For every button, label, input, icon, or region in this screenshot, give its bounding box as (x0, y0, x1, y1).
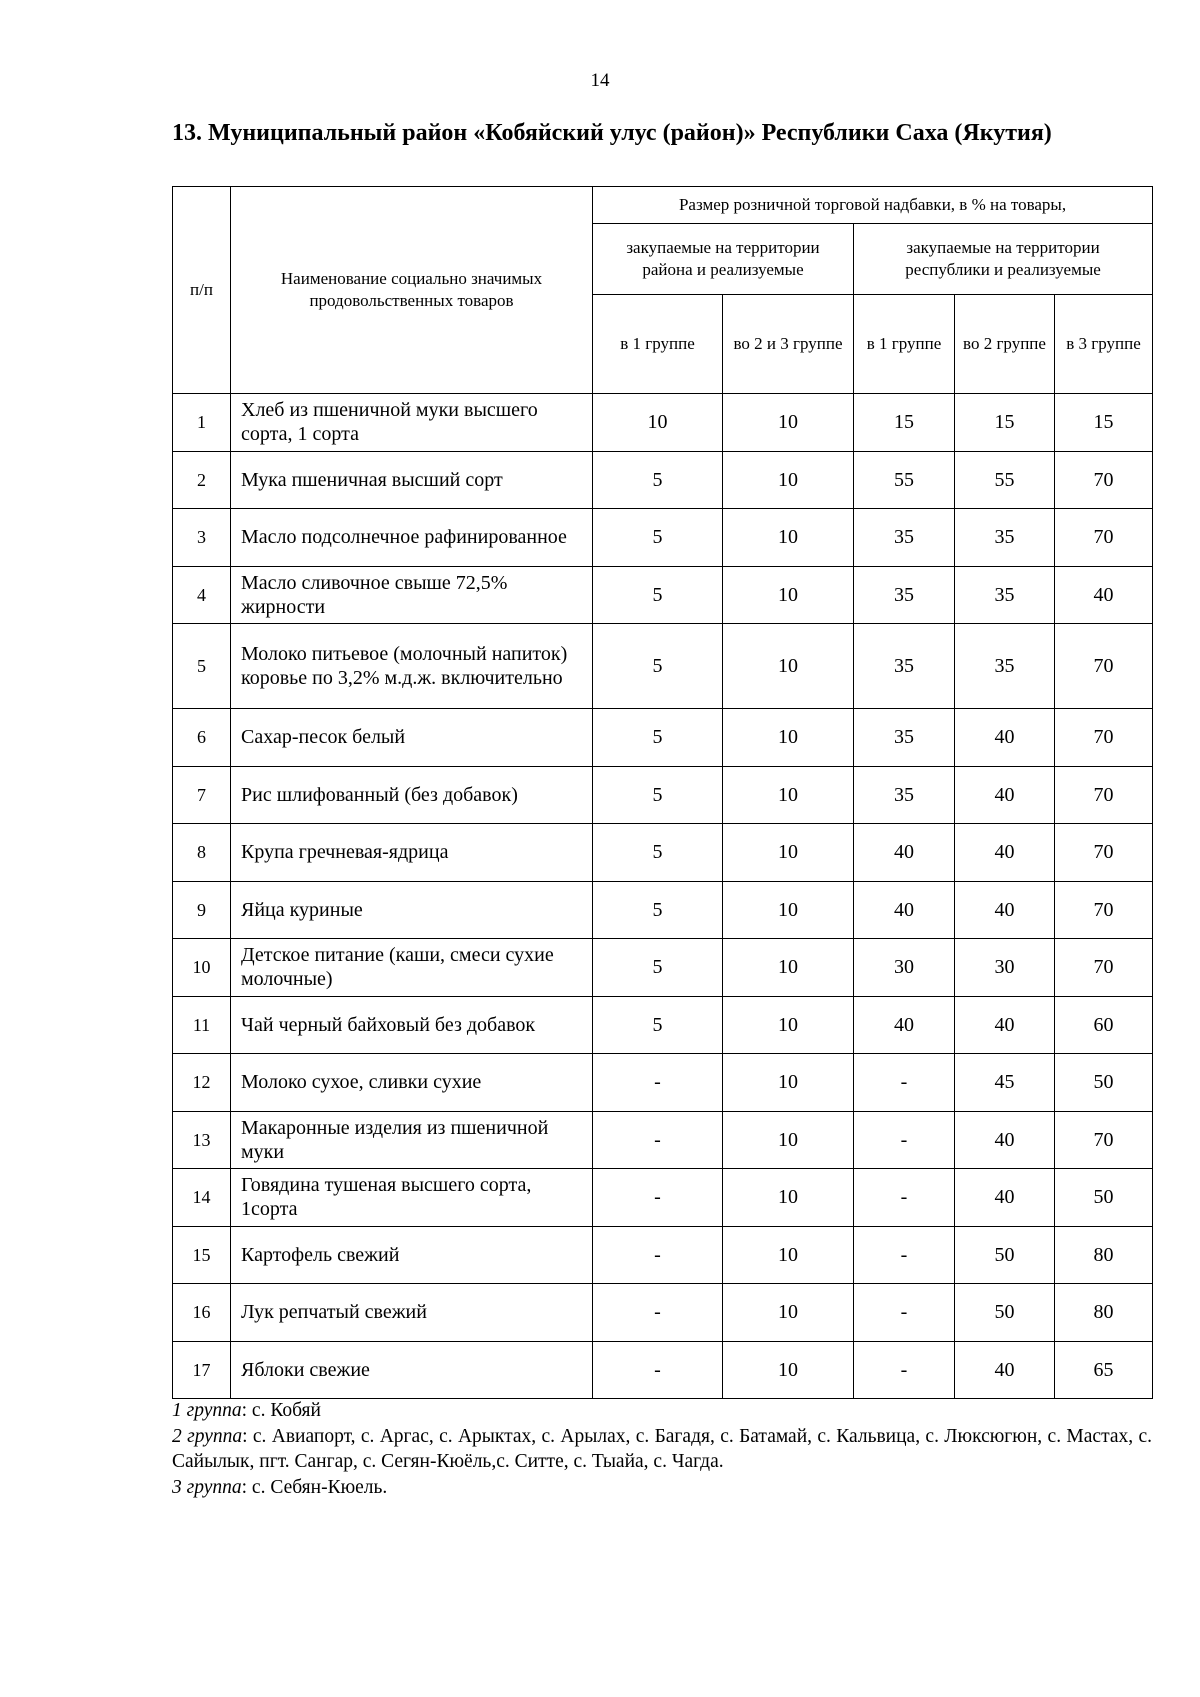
row-number-cell: 2 (173, 451, 231, 509)
header-republic-group-3: в 3 группе (1055, 295, 1153, 394)
republic-group-1-cell: - (854, 1226, 955, 1284)
row-number-cell: 14 (173, 1169, 231, 1227)
republic-group-2-cell: 35 (955, 509, 1055, 567)
row-number-cell: 6 (173, 709, 231, 767)
table-row (173, 996, 1153, 1054)
table-row (173, 766, 1153, 824)
republic-group-2-cell: 40 (955, 766, 1055, 824)
republic-group-1-cell: 35 (854, 624, 955, 709)
district-group-1-cell: - (593, 1054, 723, 1112)
district-group-1-cell: - (593, 1111, 723, 1169)
republic-group-2-cell: 50 (955, 1226, 1055, 1284)
product-name-cell: Говядина тушеная высшего сорта, 1сорта (231, 1169, 593, 1227)
district-group-2-3-cell: 10 (723, 394, 854, 452)
district-group-2-3-cell: 10 (723, 824, 854, 882)
district-group-2-3-cell: 10 (723, 566, 854, 624)
district-group-2-3-cell: 10 (723, 624, 854, 709)
republic-group-1-cell: 15 (854, 394, 955, 452)
table-row (173, 1111, 1153, 1169)
header-district-group-1: в 1 группе (593, 295, 723, 394)
republic-group-1-cell: 40 (854, 996, 955, 1054)
row-number-cell: 5 (173, 624, 231, 709)
district-group-1-cell: - (593, 1226, 723, 1284)
markup-table (172, 186, 1153, 1399)
republic-group-3-cell: 70 (1055, 766, 1153, 824)
republic-group-2-cell: 35 (955, 566, 1055, 624)
republic-group-2-cell: 35 (955, 624, 1055, 709)
republic-group-3-cell: 50 (1055, 1169, 1153, 1227)
group-note-label: 2 группа (172, 1425, 243, 1447)
district-group-1-cell: 5 (593, 509, 723, 567)
district-group-1-cell: 10 (593, 394, 723, 452)
header-district-purchase: закупаемые на территории района и реализуемые (593, 224, 854, 295)
republic-group-2-cell: 40 (955, 1169, 1055, 1227)
republic-group-2-cell: 50 (955, 1284, 1055, 1342)
group-note-text: : с. Авиапорт, с. Аргас, с. Арыктах, с. Арылах, с. Багадя, с. Батамай, с. Кальвица, с. Люксюгюн, с. Мастах, с. Сайылык, пгт. Сангар, с. Сегян-Кюёль,с. Ситте, с. Тыайа, с. Чагда. (172, 1425, 1152, 1472)
row-number-cell: 16 (173, 1284, 231, 1342)
republic-group-1-cell: 40 (854, 824, 955, 882)
republic-group-2-cell: 45 (955, 1054, 1055, 1112)
product-name-cell: Лук репчатый свежий (231, 1284, 593, 1342)
district-group-1-cell: 5 (593, 709, 723, 767)
table-row (173, 451, 1153, 509)
table-row (173, 881, 1153, 939)
district-group-2-3-cell: 10 (723, 766, 854, 824)
district-group-1-cell: 5 (593, 881, 723, 939)
republic-group-1-cell: 55 (854, 451, 955, 509)
republic-group-1-cell: 35 (854, 766, 955, 824)
product-name-cell: Сахар-песок белый (231, 709, 593, 767)
group-note (172, 1475, 1152, 1501)
document-title: 13. Муниципальный район «Кобяйский улус (район)» Республики Саха (Якутия) (172, 120, 1052, 146)
table-row (173, 1169, 1153, 1227)
republic-group-1-cell: - (854, 1169, 955, 1227)
group-note-text: : с. Себян-Кюель. (241, 1476, 388, 1498)
republic-group-1-cell: 30 (854, 939, 955, 997)
district-group-2-3-cell: 10 (723, 1226, 854, 1284)
table-row (173, 939, 1153, 997)
table-row (173, 394, 1153, 452)
table-row (173, 824, 1153, 882)
district-group-2-3-cell: 10 (723, 1284, 854, 1342)
republic-group-3-cell: 80 (1055, 1226, 1153, 1284)
row-number-cell: 8 (173, 824, 231, 882)
republic-group-1-cell: - (854, 1054, 955, 1112)
republic-group-2-cell: 40 (955, 709, 1055, 767)
republic-group-3-cell: 70 (1055, 624, 1153, 709)
republic-group-1-cell: - (854, 1341, 955, 1399)
republic-group-2-cell: 40 (955, 1341, 1055, 1399)
page-number: 14 (590, 70, 610, 91)
product-name-cell: Макаронные изделия из пшеничной муки (231, 1111, 593, 1169)
product-name-cell: Масло подсолнечное рафинированное (231, 509, 593, 567)
republic-group-3-cell: 70 (1055, 1111, 1153, 1169)
republic-group-3-cell: 70 (1055, 824, 1153, 882)
republic-group-3-cell: 50 (1055, 1054, 1153, 1112)
republic-group-3-cell: 70 (1055, 939, 1153, 997)
row-number-cell: 15 (173, 1226, 231, 1284)
district-group-2-3-cell: 10 (723, 451, 854, 509)
district-group-2-3-cell: 10 (723, 1054, 854, 1112)
republic-group-3-cell: 80 (1055, 1284, 1153, 1342)
district-group-1-cell: 5 (593, 566, 723, 624)
republic-group-3-cell: 15 (1055, 394, 1153, 452)
table-body (173, 394, 1153, 1399)
header-republic-group-1: в 1 группе (854, 295, 955, 394)
republic-group-2-cell: 40 (955, 881, 1055, 939)
header-district-group-2-3: во 2 и 3 группе (723, 295, 854, 394)
group-note (172, 1398, 1152, 1424)
header-republic-group-2: во 2 группе (955, 295, 1055, 394)
row-number-cell: 12 (173, 1054, 231, 1112)
republic-group-2-cell: 30 (955, 939, 1055, 997)
district-group-1-cell: 5 (593, 766, 723, 824)
row-number-cell: 4 (173, 566, 231, 624)
republic-group-3-cell: 40 (1055, 566, 1153, 624)
republic-group-2-cell: 40 (955, 996, 1055, 1054)
republic-group-3-cell: 70 (1055, 709, 1153, 767)
republic-group-3-cell: 70 (1055, 509, 1153, 567)
group-note-text: : с. Кобяй (241, 1400, 321, 1421)
district-group-1-cell: 5 (593, 451, 723, 509)
row-number-cell: 7 (173, 766, 231, 824)
republic-group-3-cell: 70 (1055, 881, 1153, 939)
republic-group-3-cell: 60 (1055, 996, 1153, 1054)
district-group-2-3-cell: 10 (723, 881, 854, 939)
republic-group-2-cell: 55 (955, 451, 1055, 509)
republic-group-1-cell: 35 (854, 709, 955, 767)
table-row (173, 509, 1153, 567)
district-group-1-cell: - (593, 1284, 723, 1342)
header-product-name: Наименование социально значимых продовольственных товаров (231, 187, 593, 394)
product-name-cell: Рис шлифованный (без добавок) (231, 766, 593, 824)
table-row (173, 1226, 1153, 1284)
product-name-cell: Мука пшеничная высший сорт (231, 451, 593, 509)
product-name-cell: Молоко питьевое (молочный напиток) коровье по 3,2% м.д.ж. включительно (231, 624, 593, 709)
republic-group-2-cell: 40 (955, 1111, 1055, 1169)
district-group-2-3-cell: 10 (723, 1341, 854, 1399)
row-number-cell: 9 (173, 881, 231, 939)
group-notes (172, 1398, 1152, 1500)
product-name-cell: Картофель свежий (231, 1226, 593, 1284)
table-row (173, 624, 1153, 709)
republic-group-3-cell: 70 (1055, 451, 1153, 509)
district-group-2-3-cell: 10 (723, 709, 854, 767)
product-name-cell: Хлеб из пшеничной муки высшего сорта, 1 сорта (231, 394, 593, 452)
product-name-cell: Молоко сухое, сливки сухие (231, 1054, 593, 1112)
header-republic-purchase: закупаемые на территории республики и реализуемые (854, 224, 1153, 295)
table-row (173, 1284, 1153, 1342)
republic-group-2-cell: 15 (955, 394, 1055, 452)
republic-group-2-cell: 40 (955, 824, 1055, 882)
row-number-cell: 11 (173, 996, 231, 1054)
product-name-cell: Крупа гречневая-ядрица (231, 824, 593, 882)
district-group-1-cell: - (593, 1341, 723, 1399)
header-row-number: п/п (173, 187, 231, 394)
district-group-1-cell: 5 (593, 996, 723, 1054)
table-header (173, 187, 1153, 394)
row-number-cell: 10 (173, 939, 231, 997)
republic-group-1-cell: 35 (854, 509, 955, 567)
row-number-cell: 13 (173, 1111, 231, 1169)
product-name-cell: Детское питание (каши, смеси сухие молочные) (231, 939, 593, 997)
group-note (172, 1424, 1152, 1475)
product-name-cell: Яблоки свежие (231, 1341, 593, 1399)
table-row (173, 1341, 1153, 1399)
product-name-cell: Масло сливочное свыше 72,5% жирности (231, 566, 593, 624)
district-group-1-cell: 5 (593, 824, 723, 882)
district-group-1-cell: 5 (593, 624, 723, 709)
republic-group-1-cell: - (854, 1284, 955, 1342)
district-group-1-cell: 5 (593, 939, 723, 997)
table-row (173, 709, 1153, 767)
district-group-2-3-cell: 10 (723, 939, 854, 997)
district-group-2-3-cell: 10 (723, 996, 854, 1054)
district-group-1-cell: - (593, 1169, 723, 1227)
republic-group-1-cell: 35 (854, 566, 955, 624)
republic-group-1-cell: - (854, 1111, 955, 1169)
row-number-cell: 1 (173, 394, 231, 452)
header-markup-size: Размер розничной торговой надбавки, в % на товары, (593, 187, 1153, 224)
table-row (173, 566, 1153, 624)
row-number-cell: 17 (173, 1341, 231, 1399)
product-name-cell: Чай черный байховый без добавок (231, 996, 593, 1054)
group-note-label: 1 группа (172, 1400, 242, 1421)
product-name-cell: Яйца куриные (231, 881, 593, 939)
table-row (173, 1054, 1153, 1112)
row-number-cell: 3 (173, 509, 231, 567)
republic-group-3-cell: 65 (1055, 1341, 1153, 1399)
district-group-2-3-cell: 10 (723, 509, 854, 567)
district-group-2-3-cell: 10 (723, 1169, 854, 1227)
district-group-2-3-cell: 10 (723, 1111, 854, 1169)
group-note-label: 3 группа (172, 1476, 242, 1498)
republic-group-1-cell: 40 (854, 881, 955, 939)
